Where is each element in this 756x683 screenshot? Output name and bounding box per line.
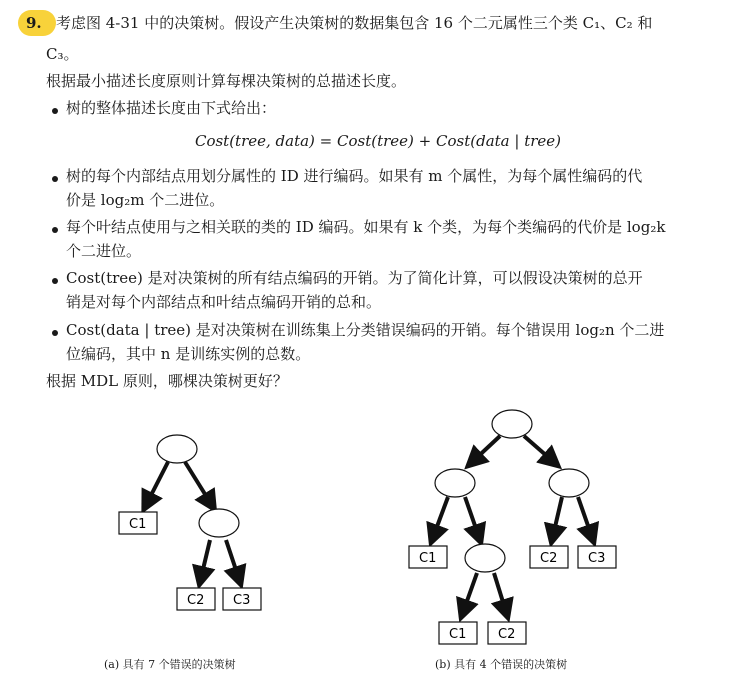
- tree-b-edge: [465, 497, 480, 540]
- tree-b-edge: [578, 497, 593, 540]
- bullet-3-line1: 每个叶结点使用与之相关联的类的 ID 编码。如果有 k 个类，为每个类编码的代价是 log₂k: [66, 218, 666, 236]
- tree-b-leaf-c2-label: C2: [498, 627, 516, 642]
- tree-a-internal-node: [199, 509, 239, 537]
- tree-b-leaf-c3-label: C3: [588, 551, 606, 566]
- tree-a-root-node: [157, 435, 197, 463]
- tree-b-edge: [470, 436, 500, 464]
- tree-b-internal-node: [435, 469, 475, 497]
- question-number: 9.: [26, 14, 42, 32]
- tree-a-edge: [185, 462, 213, 507]
- bullet-4-line1: Cost(tree) 是对决策树的所有结点编码的开销。为了简化计算，可以假设决策树的总开: [66, 269, 643, 287]
- tree-b-edge: [524, 436, 556, 464]
- tree-a-leaf-c2-label: C2: [187, 593, 205, 608]
- figure-a-caption: (a) 具有 7 个错误的决策树: [104, 658, 236, 671]
- tree-b-internal-node: [549, 469, 589, 497]
- bullet-5-line1: Cost(data | tree) 是对决策树在训练集上分类错误编码的开销。每个错误用 log₂n 个二进: [66, 321, 665, 339]
- question-intro-line1: 考虑图 4-31 中的决策树。假设产生决策树的数据集包含 16 个二元属性三个类 C₁、C₂ 和: [56, 14, 653, 32]
- question-intro-line2: C₃。: [46, 45, 79, 63]
- tree-b-edge: [552, 497, 562, 540]
- tree-b-edge: [494, 573, 507, 615]
- tree-a: [119, 435, 261, 610]
- description-length-formula: Cost(tree, data) = Cost(tree) + Cost(data | tree): [194, 132, 562, 150]
- tree-a-edge: [145, 462, 168, 507]
- tree-a-leaf-c1-label: C1: [129, 517, 147, 532]
- bullet-2-line1: 树的每个内部结点用划分属性的 ID 进行编码。如果有 m 个属性，为每个属性编码的代: [66, 167, 643, 185]
- bullet-3-line2: 个二进位。: [66, 242, 142, 260]
- tree-b-leaf-c1-label: C1: [449, 627, 467, 642]
- tree-a-edge: [200, 540, 210, 582]
- bullet-2-line2: 价是 log₂m 个二进位。: [66, 191, 225, 209]
- bullet-5-line2: 位编码，其中 n 是训练实例的总数。: [66, 345, 311, 363]
- tree-b-leaf-c1-label: C1: [419, 551, 437, 566]
- tree-b: [409, 410, 616, 644]
- figure-b-caption: (b) 具有 4 个错误的决策树: [435, 658, 568, 671]
- tree-a-leaf-c3-label: C3: [233, 593, 251, 608]
- bullet-4-line2: 销是对每个内部结点和叶结点编码开销的总和。: [66, 293, 382, 311]
- tree-b-edge: [432, 497, 448, 540]
- tree-b-internal-node: [465, 544, 505, 572]
- tree-b-leaf-c2-label: C2: [540, 551, 558, 566]
- tree-b-root-node: [492, 410, 532, 438]
- final-question: 根据 MDL 原则，哪棵决策树更好？: [46, 372, 288, 390]
- bullet-1-line1: 树的整体描述长度由下式给出：: [66, 99, 277, 117]
- tree-a-edge: [226, 540, 240, 582]
- question-instruction: 根据最小描述长度原则计算每棵决策树的总描述长度。: [46, 72, 407, 90]
- tree-b-edge: [462, 573, 477, 615]
